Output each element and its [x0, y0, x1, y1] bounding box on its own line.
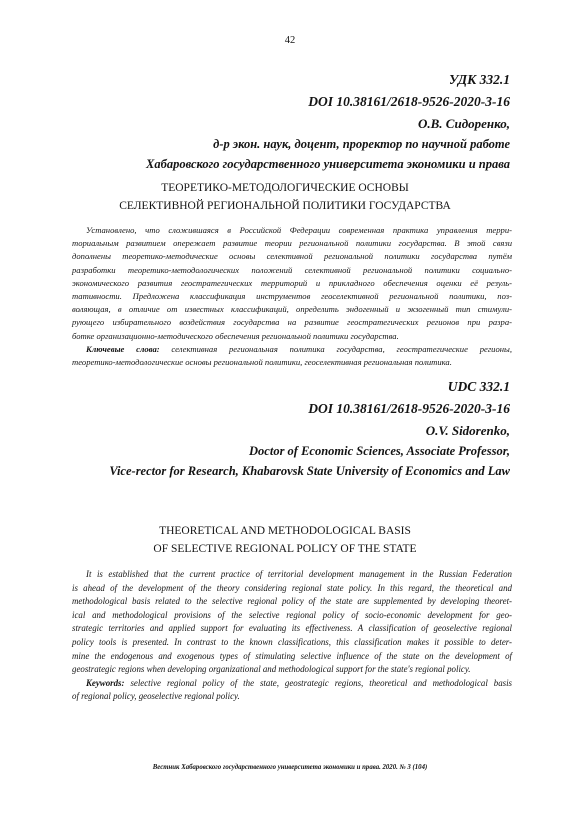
author-position: д-р экон. наук, доцент, проректор по научной работе	[213, 137, 510, 151]
abstract-line: дополнены теоретико-методические основы селективной региональной политики государства путём	[72, 251, 512, 262]
abstract-line: methodological basis related to the selective regional policy of the state are supplemented by developing theoret-	[72, 596, 512, 607]
title-line: OF SELECTIVE REGIONAL POLICY OF THE STATE	[153, 543, 417, 555]
doi: DOI 10.38161/2618-9526-2020-3-16	[308, 94, 510, 109]
abstract-line: is ahead of the development of the theory considering regional state policy. In this regard, the theoretical and	[72, 582, 512, 593]
keywords-label: Ключевые слова:	[86, 343, 160, 354]
abstract-en	[72, 568, 512, 704]
abstract-line: воляющая, в отличие от известных классификаций, определить эндогенный и экзогенный тип стимули-	[72, 304, 512, 315]
keywords-text: селективная региональная политика государства, геостратегические регионы,	[171, 343, 512, 354]
author-affiliation: Vice-rector for Research, Khabarovsk State University of Economics and Law	[109, 464, 510, 478]
journal-footer: Вестник Хабаровского государственного университета экономики и права. 2020. № 3 (104)	[152, 764, 428, 771]
keywords-en	[72, 677, 512, 691]
title-line: СЕЛЕКТИВНОЙ РЕГИОНАЛЬНОЙ ПОЛИТИКИ ГОСУДАРСТВА	[119, 200, 451, 212]
keywords-line: of regional policy, geoselective regional policy.	[72, 691, 240, 702]
abstract-line: тативности. Предложена классификация инструментов геоселективной региональной политики, поз-	[72, 291, 512, 302]
abstract-line: рующего избирательного воздействия государства на развитие геостратегических регионов при разра-	[72, 317, 512, 328]
title-line: THEORETICAL AND METHODOLOGICAL BASIS	[159, 525, 411, 537]
udc-code: УДК 332.1	[449, 72, 510, 87]
abstract-ru	[72, 224, 512, 369]
abstract-line: geostrategic regions when developing organizational and methodological support for the state's regional policy.	[72, 664, 471, 675]
doi: DOI 10.38161/2618-9526-2020-3-16	[308, 401, 510, 416]
keywords-line: теоретико-методологические основы региональной политики, геоселективная региональная политика.	[72, 357, 452, 368]
keywords-text: selective regional policy of the state, geostrategic regions, theoretical and methodological basis	[130, 677, 513, 688]
keywords-ru	[72, 343, 512, 356]
abstract-line: ботке организационно-методического обеспечения региональной политики государства.	[72, 330, 399, 341]
title-line: ТЕОРЕТИКО-МЕТОДОЛОГИЧЕСКИЕ ОСНОВЫ	[161, 182, 409, 194]
abstract-line: ical and methodological provisions of the selective regional policy of socio-economic development for geo-	[72, 609, 512, 620]
abstract-line: policy tools is presented. In contrast to the known classifications, this classification makes it possible to deter-	[72, 636, 512, 647]
abstract-line: разработки теоретико-методологических положений селективной региональной политики социально-	[72, 264, 512, 275]
abstract-line: It is established that the current practice of territorial development management in the Russian Federation	[86, 569, 512, 579]
article-title-ru	[60, 179, 510, 215]
page-number: 42	[284, 35, 296, 46]
abstract-line: strategic territories and applied support for evaluating its effectiveness. A classification of geoselective regional	[72, 623, 512, 634]
abstract-line: экономического развития геостратегических территорий и прикладного обеспечения оценки её резуль-	[72, 277, 512, 288]
abstract-line: ториальным развитием опережает развитие теории региональной политики государства. В этой связи	[72, 238, 512, 249]
abstract-line: mine the endogenous and exogenous types of stimulating selective influence of the state on the development of	[72, 650, 512, 661]
author-name: О.В. Сидоренко,	[418, 116, 510, 131]
udc-code: UDC 332.1	[447, 379, 510, 394]
keywords-label: Keywords:	[86, 677, 125, 688]
article-metadata-en	[60, 376, 510, 481]
article-title-en	[60, 522, 510, 558]
abstract-line: Установлено, что сложившаяся в Российской Федерации современная практика управления терри-	[86, 225, 512, 235]
article-metadata-ru	[60, 69, 510, 174]
author-position: Doctor of Economic Sciences, Associate Professor,	[249, 444, 510, 458]
author-affiliation: Хабаровского государственного университета экономики и права	[146, 157, 510, 171]
author-name: O.V. Sidorenko,	[425, 423, 510, 438]
